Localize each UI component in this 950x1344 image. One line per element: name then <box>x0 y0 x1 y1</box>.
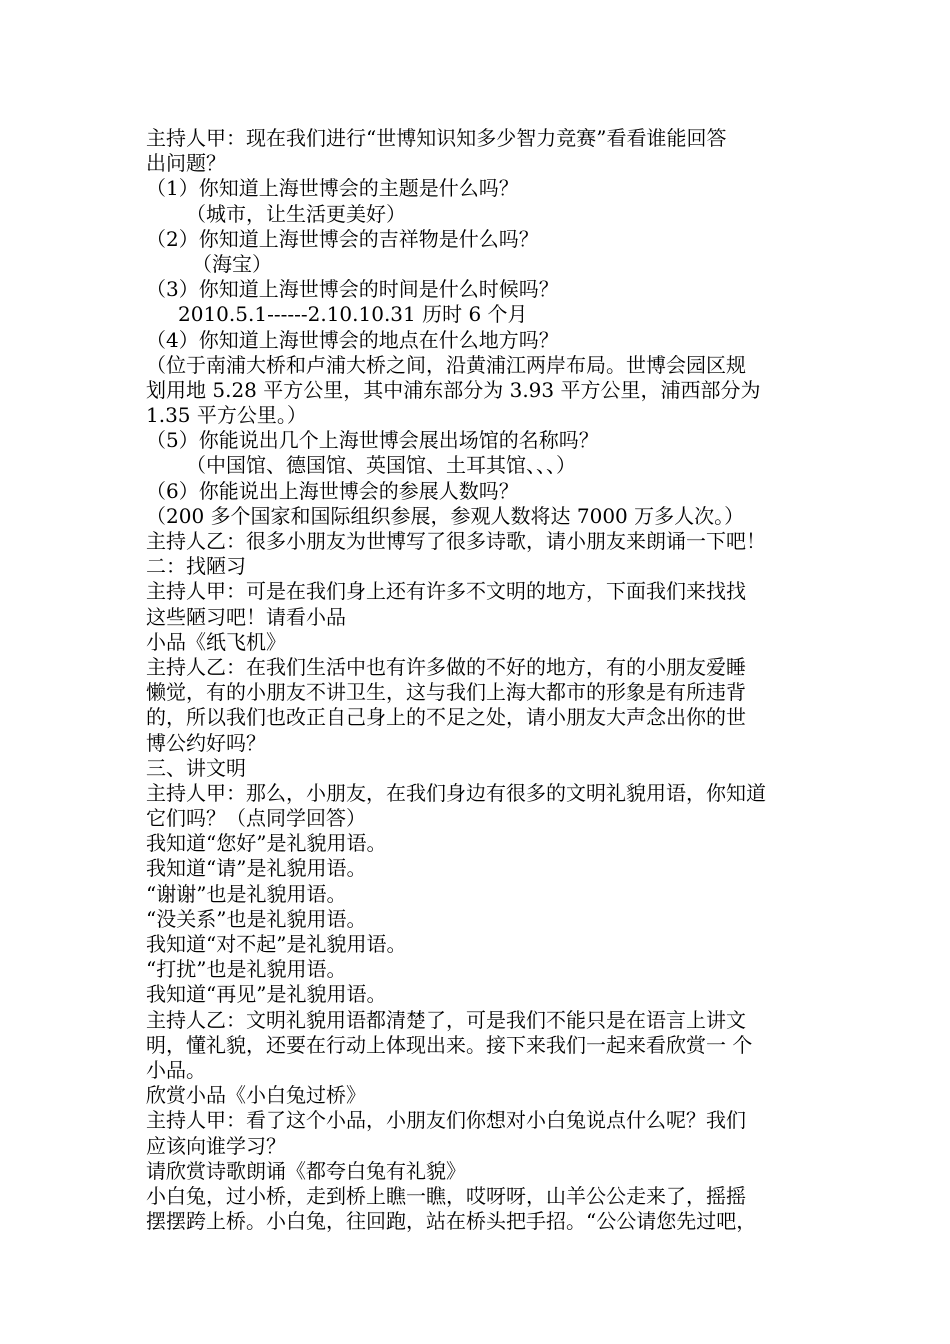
text-line: 我知道“您好”是礼貌用语。 <box>146 831 387 856</box>
text-line: 它们吗？（点同学回答） <box>146 806 366 831</box>
text-line: 划用地 5.28 平方公里，其中浦东部分为 3.93 平方公里，浦西部分为 <box>146 377 761 402</box>
text-line: 主持人乙：很多小朋友为世博写了很多诗歌，请小朋友来朗诵一下吧！ <box>146 529 766 553</box>
text-line: 1.35 平方公里。） <box>146 403 307 428</box>
text-line: “没关系”也是礼貌用语。 <box>146 906 367 931</box>
text-line: 出问题？ <box>146 151 226 176</box>
text-line: 小品。 <box>146 1057 206 1082</box>
text-line: 二：找陋习 <box>146 554 246 579</box>
text-line: 主持人甲：现在我们进行“世博知识知多少智力竞赛”看看谁能回答 <box>146 126 727 150</box>
text-line: 主持人甲：可是在我们身上还有许多不文明的地方，下面我们来找找 <box>146 579 746 604</box>
text-line: 我知道“再见”是礼貌用语。 <box>146 982 387 1007</box>
text-line: 主持人甲：那么，小朋友，在我们身边有很多的文明礼貌用语，你知道 <box>146 780 766 805</box>
text-line: （海宝） <box>192 251 272 276</box>
text-line: （5）你能说出几个上海世博会展出场馆的名称吗？ <box>146 428 599 453</box>
text-line: （城市，让生活更美好） <box>186 201 406 226</box>
text-line: （位于南浦大桥和卢浦大桥之间，沿黄浦江两岸布局。世博会园区规 <box>146 352 746 377</box>
text-line: 2010.5.1------2.10.10.31 历时 6 个月 <box>178 302 528 327</box>
text-line: 摆摆跨上桥。小白兔，往回跑，站在桥头把手招。“公公请您先过吧， <box>146 1209 757 1234</box>
text-line: 主持人乙：在我们生活中也有许多做的不好的地方，有的小朋友爱睡 <box>146 654 746 679</box>
text-line: （1）你知道上海世博会的主题是什么吗？ <box>146 176 519 201</box>
text-line: 应该向谁学习？ <box>146 1133 286 1158</box>
text-line: “谢谢”也是礼貌用语。 <box>146 881 347 906</box>
text-line: 主持人甲：看了这个小品，小朋友们你想对小白兔说点什么呢？我们 <box>146 1108 746 1133</box>
text-line: 三、讲文明 <box>146 755 246 780</box>
text-line: 请欣赏诗歌朗诵《都夸白兔有礼貌》 <box>146 1158 466 1183</box>
text-line: 我知道“对不起”是礼貌用语。 <box>146 932 407 956</box>
text-line: （6）你能说出上海世博会的参展人数吗？ <box>146 478 519 503</box>
text-line: （3）你知道上海世博会的时间是什么时候吗？ <box>146 277 559 302</box>
text-line: 欣赏小品《小白兔过桥》 <box>146 1083 366 1108</box>
text-line: 的，所以我们也改正自己身上的不足之处，请小朋友大声念出你的世 <box>146 705 746 730</box>
text-line: （2）你知道上海世博会的吉祥物是什么吗？ <box>146 226 539 251</box>
text-line: 博公约好吗？ <box>146 730 266 755</box>
text-line: 明，懂礼貌，还要在行动上体现出来。接下来我们一起来看欣赏一 个 <box>146 1032 753 1057</box>
text-line: （200 多个国家和国际组织参展，参观人数将达 7000 万多人次。） <box>146 503 745 528</box>
text-line: 小品《纸飞机》 <box>146 629 286 654</box>
text-line: （中国馆、德国馆、英国馆、土耳其馆、、、） <box>186 453 576 478</box>
text-line: 我知道“请”是礼貌用语。 <box>146 856 367 881</box>
document-page <box>146 126 826 1234</box>
text-line: 小白兔，过小桥，走到桥上瞧一瞧，哎呀呀，山羊公公走来了，摇摇 <box>146 1183 746 1208</box>
text-line: 这些陋习吧！请看小品 <box>146 604 346 629</box>
text-line: （4）你知道上海世博会的地点在什么地方吗？ <box>146 327 559 352</box>
text-line: “打扰”也是礼貌用语。 <box>146 957 347 982</box>
text-line: 懒觉，有的小朋友不讲卫生，这与我们上海大都市的形象是有所违背 <box>146 680 746 705</box>
text-line: 主持人乙：文明礼貌用语都清楚了，可是我们不能只是在语言上讲文 <box>146 1007 746 1032</box>
